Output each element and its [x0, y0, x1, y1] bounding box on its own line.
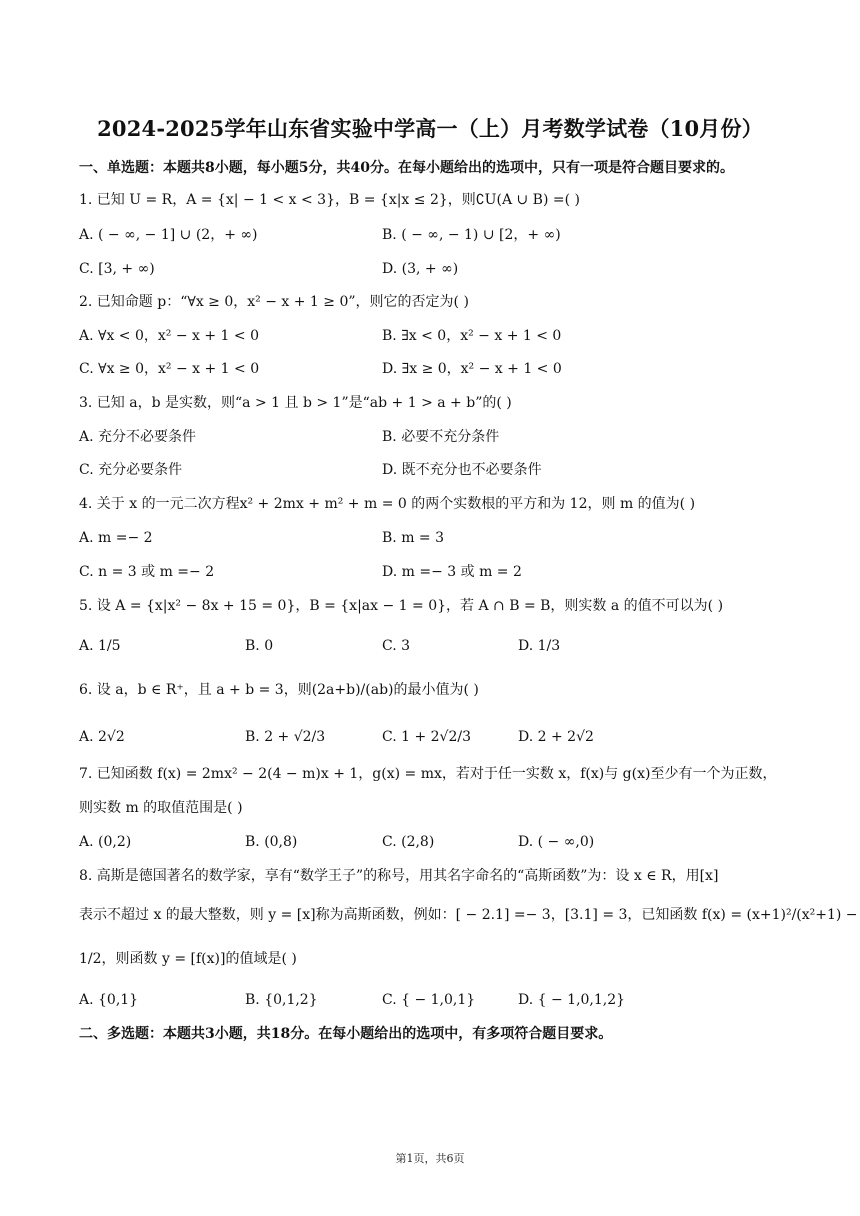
section-multiple-choice-heading: 二、多选题：本题共3小题，共18分。在每小题给出的选项中，有多项符合题目要求。 [79, 1026, 613, 1042]
question-1-stem: 1. 已知 U = R，A = {x| − 1 < x < 3}，B = {x|x ≤ 2}，则∁U(A ∪ B) =( ) [79, 192, 580, 208]
question-8-option-d: D. { − 1,0,1,2} [518, 992, 626, 1008]
question-2-option-b: B. ∃x < 0，x² − x + 1 < 0 [382, 328, 562, 344]
question-8-stem-continued-2: 1/2，则函数 y = [f(x)]的值域是( ) [79, 951, 297, 967]
question-5-stem: 5. 设 A = {x|x² − 8x + 15 = 0}，B = {x|ax − 1 = 0}，若 A ∩ B = B，则实数 a 的值不可以为( ) [79, 598, 724, 614]
question-5-option-a: A. 1/5 [79, 638, 121, 654]
question-8-option-a: A. {0,1} [79, 992, 139, 1008]
question-8-option-c: C. { − 1,0,1} [382, 992, 476, 1008]
question-2-stem: 2. 已知命题 p：“∀x ≥ 0，x² − x + 1 ≥ 0”，则它的否定为( ) [79, 294, 469, 310]
question-7-option-c: C. (2,8) [382, 834, 435, 850]
question-3-option-c: C. 充分必要条件 [79, 462, 183, 478]
question-3-option-d: D. 既不充分也不必要条件 [382, 462, 542, 478]
question-6-option-b: B. 2 + √2/3 [245, 729, 326, 745]
question-7-option-a: A. (0,2) [79, 834, 132, 850]
question-1-option-a: A. ( − ∞, − 1] ∪ (2，+ ∞) [79, 227, 258, 243]
question-4-option-a: A. m =− 2 [79, 530, 153, 546]
question-5-option-c: C. 3 [382, 638, 411, 654]
question-4-stem: 4. 关于 x 的一元二次方程x² + 2mx + m² + m = 0 的两个实数根的平方和为 12，则 m 的值为( ) [79, 496, 696, 512]
question-4-option-d: D. m =− 3 或 m = 2 [382, 564, 522, 580]
question-6-option-a: A. 2√2 [79, 729, 125, 745]
page-footer: 第1页，共6页 [395, 1152, 465, 1165]
question-7-stem: 7. 已知函数 f(x) = 2mx² − 2(4 − m)x + 1，g(x) = mx，若对于任一实数 x，f(x)与 g(x)至少有一个为正数， [79, 766, 777, 782]
question-1-option-d: D. (3, + ∞) [382, 261, 459, 277]
question-7-stem-continued: 则实数 m 的取值范围是( ) [79, 800, 243, 816]
question-2-option-c: C. ∀x ≥ 0，x² − x + 1 < 0 [79, 361, 260, 377]
question-2-option-d: D. ∃x ≥ 0，x² − x + 1 < 0 [382, 361, 562, 377]
question-1-option-b: B. ( − ∞, − 1) ∪ [2，+ ∞) [382, 227, 561, 243]
question-3-option-b: B. 必要不充分条件 [382, 429, 500, 445]
question-5-option-d: D. 1/3 [518, 638, 561, 654]
question-6-option-d: D. 2 + 2√2 [518, 729, 594, 745]
question-7-option-d: D. ( − ∞,0) [518, 834, 595, 850]
question-8-stem-continued: 表示不超过 x 的最大整数，则 y = [x]称为高斯函数，例如：[ − 2.1] =− 3，[3.1] = 3，已知函数 f(x) = (x+1)²/(x²+1) − [79, 907, 858, 923]
question-6-stem: 6. 设 a，b ∈ R⁺，且 a + b = 3，则(2a+b)/(ab)的最小值为( ) [79, 682, 479, 698]
exam-title: 2024-2025学年山东省实验中学高一（上）月考数学试卷（10月份） [97, 116, 763, 141]
question-1-option-c: C. [3, + ∞) [79, 261, 155, 277]
section-single-choice-heading: 一、单选题：本题共8小题，每小题5分，共40分。在每小题给出的选项中，只有一项是符合题目要求的。 [79, 160, 734, 176]
question-2-option-a: A. ∀x < 0，x² − x + 1 < 0 [79, 328, 260, 344]
question-5-option-b: B. 0 [245, 638, 274, 654]
question-6-option-c: C. 1 + 2√2/3 [382, 729, 472, 745]
question-8-stem: 8. 高斯是德国著名的数学家，享有“数学王子”的称号，用其名字命名的“高斯函数”为：设 x ∈ R，用[x] [79, 868, 719, 884]
question-3-option-a: A. 充分不必要条件 [79, 429, 197, 445]
question-7-option-b: B. (0,8) [245, 834, 298, 850]
question-3-stem: 3. 已知 a，b 是实数，则“a > 1 且 b > 1”是“ab + 1 > a + b”的( ) [79, 395, 512, 411]
question-4-option-c: C. n = 3 或 m =− 2 [79, 564, 215, 580]
question-8-option-b: B. {0,1,2} [245, 992, 318, 1008]
question-4-option-b: B. m = 3 [382, 530, 445, 546]
